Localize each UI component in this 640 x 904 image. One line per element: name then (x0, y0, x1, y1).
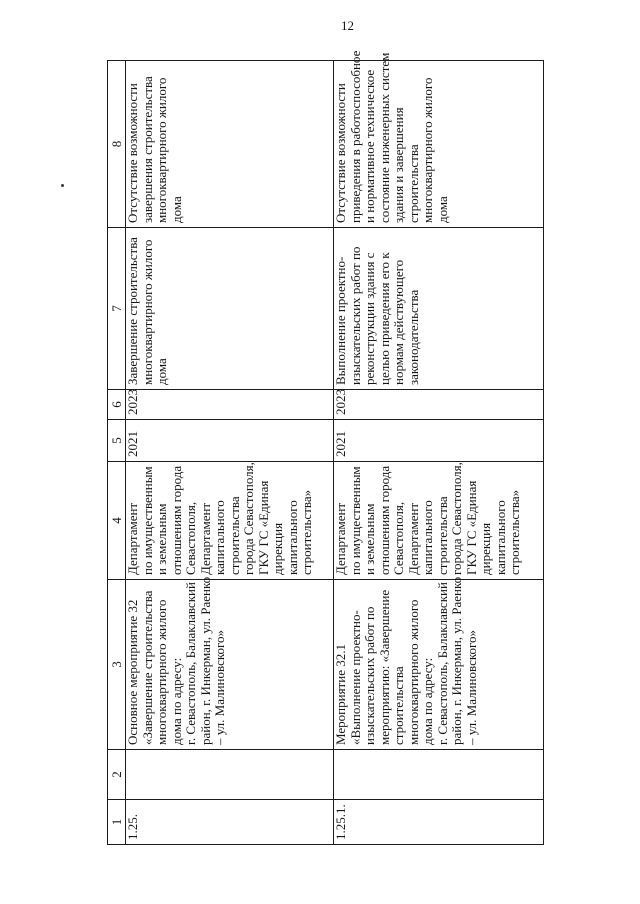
table-header-cell-2: 2 (108, 749, 126, 799)
table-header-cell-3: 3 (108, 579, 126, 749)
table-header-cell-6: 6 (108, 389, 126, 419)
row1-end-year-cell: 2023 (126, 389, 334, 419)
scan-speck (61, 184, 64, 187)
row1-executor-cell: Департамент по имущественным и земельным отношениям города Севастополя, Департамент капитального строительства города Севастополя, ГКУ ГС «Единая дирекция капитального строительства» (126, 461, 334, 579)
page-number: 12 (341, 18, 354, 33)
row2-consequence-cell: Отсутствие возможности приведения в работоспособное и нормативное техническое состояние инженерных систем здания и завершения строительства многоквартирного жилого дома (334, 60, 544, 227)
row1-activity-cell: Основное мероприятие 32 «Завершение строительства многоквартирного жилого дома по адресу: г. Севастополь, Балаклавский район, г. Инкерман, ул. Раенко – ул. Малиновского» (126, 579, 334, 749)
row2-end-year-cell: 2023 (334, 389, 544, 419)
row2-start-year-cell: 2021 (334, 419, 544, 461)
row2-expected-result-cell: Выполнение проектно- изыскательских работ по реконструкции здания с целью приведения его к нормам действующего законодательства (334, 227, 544, 389)
row1-number-cell: 1.25. (126, 799, 334, 844)
table-header-cell-7: 7 (108, 227, 126, 389)
row2-activity-cell: Мероприятие 32.1 «Выполнение проектно- изыскательских работ по мероприятию: «Завершение строительства многоквартирного жилого дома по адресу: г. Севастополь, Балаклавский район, г. Инкерман, ул. Раенко – ул. Малиновского» (334, 579, 544, 749)
row1-empty-cell (126, 749, 334, 799)
row1-expected-result-cell: Завершение строительства многоквартирного жилого дома (126, 227, 334, 389)
table-header-cell-8: 8 (108, 60, 126, 227)
table-header-cell-4: 4 (108, 461, 126, 579)
table-header-cell-5: 5 (108, 419, 126, 461)
rotated-table (107, 50, 544, 845)
table-header-cell-1: 1 (108, 799, 126, 844)
row2-number-cell: 1.25.1. (334, 799, 544, 844)
row1-consequence-cell: Отсутствие возможности завершения строительства многоквартирного жилого дома (126, 60, 334, 227)
row2-executor-cell: Департамент по имущественным и земельным отношениям города Севастополя, Департамент капитального строительства города Севастополя, ГКУ ГС «Единая дирекция капитального строительства» (334, 461, 544, 579)
row1-start-year-cell: 2021 (126, 419, 334, 461)
row2-empty-cell (334, 749, 544, 799)
